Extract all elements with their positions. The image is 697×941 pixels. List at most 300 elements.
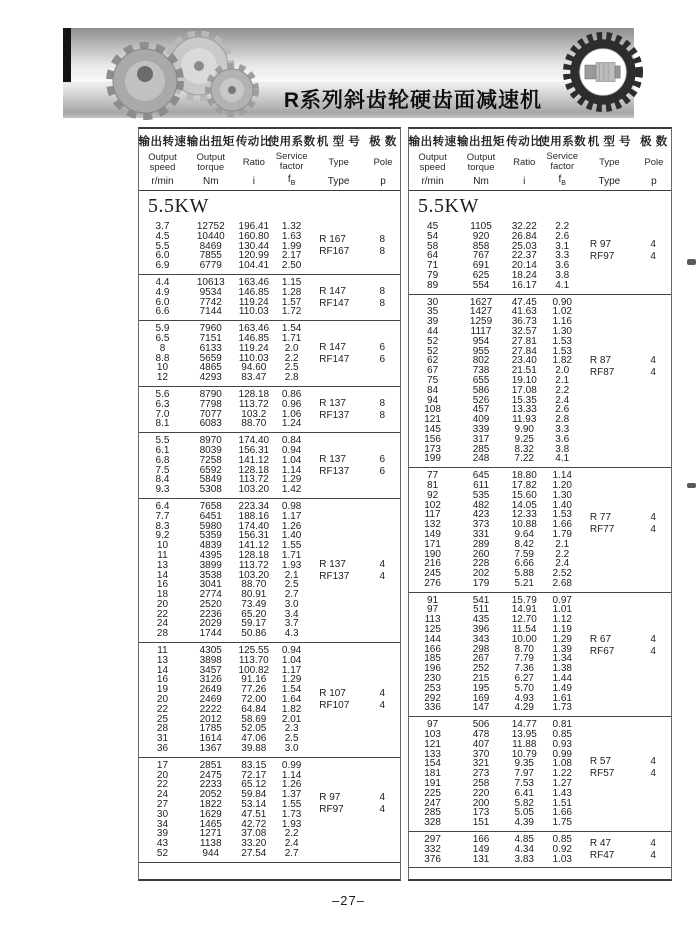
cell-output-speed: 133: [424, 748, 441, 760]
cell-service-factor: 1.44: [552, 673, 572, 685]
cell-output-speed: 4.5: [155, 230, 170, 242]
cell-output-torque: 267: [472, 653, 490, 665]
type-label: RF47: [589, 849, 615, 861]
type-label: R 77: [589, 511, 612, 523]
column-unit: Nm: [202, 176, 219, 187]
spec-row: [409, 579, 671, 589]
ratio-group: [139, 321, 400, 387]
cell-ratio: 36.73: [511, 316, 537, 328]
cell-service-factor: 1.08: [552, 758, 572, 770]
cell-output-torque: 2469: [199, 694, 222, 706]
cell-output-torque: 407: [472, 738, 490, 750]
cell-ratio: 113.72: [238, 474, 269, 486]
cell-output-torque: 6133: [199, 342, 222, 354]
pole-value: 6: [379, 465, 385, 477]
column-label-en: Service factor: [275, 151, 308, 172]
cell-service-factor: 1.14: [281, 464, 302, 476]
cell-output-torque: 767: [472, 250, 490, 262]
column-label-zh: 使用系数: [538, 136, 587, 148]
cell-ratio: 21.51: [511, 365, 537, 377]
cell-output-torque: 2236: [199, 608, 222, 620]
column-label-zh: 使用系数: [267, 136, 316, 148]
type-label: RF97: [589, 251, 615, 263]
cell-output-torque: 2774: [199, 589, 222, 601]
column-label-zh: 极 数: [369, 136, 397, 148]
column-label-en: Output speed: [148, 152, 177, 173]
cell-ratio: 5.21: [514, 577, 534, 589]
type-pole-line: [582, 239, 671, 251]
cell-output-torque: 195: [472, 682, 490, 694]
cell-output-torque: 1271: [199, 828, 222, 840]
cell-service-factor: 2.2: [284, 828, 299, 840]
cell-output-speed: 376: [424, 853, 441, 865]
cell-output-speed: 77: [427, 470, 439, 482]
cell-output-torque: 5359: [199, 530, 222, 542]
column-header-pole: [637, 133, 671, 187]
cell-output-torque: 954: [472, 335, 490, 347]
spec-row: [139, 656, 400, 666]
cell-service-factor: 1.19: [552, 624, 572, 636]
cell-ratio: 9.35: [514, 758, 534, 770]
cell-ratio: 156.31: [238, 530, 270, 542]
cell-output-torque: 260: [472, 548, 490, 560]
cell-ratio: 17.08: [511, 384, 537, 396]
cell-output-torque: 955: [472, 345, 490, 357]
cell-service-factor: 2.8: [284, 372, 299, 384]
cell-output-torque: 147: [472, 702, 490, 714]
cell-output-speed: 89: [427, 279, 439, 291]
cell-output-torque: 321: [472, 758, 490, 770]
cell-output-speed: 31: [156, 733, 169, 745]
cell-service-factor: 1.12: [552, 614, 572, 626]
cell-ratio: 18.24: [511, 269, 537, 281]
cell-output-torque: 7258: [199, 454, 222, 466]
cell-service-factor: 2.1: [284, 569, 299, 581]
cell-output-torque: 3457: [199, 664, 222, 676]
type-label: R 97: [589, 239, 612, 251]
cell-ratio: 4.85: [514, 834, 534, 846]
ratio-group: [409, 468, 671, 593]
cell-output-torque: 3538: [199, 569, 222, 581]
cell-service-factor: 1.55: [281, 540, 302, 552]
cell-output-speed: 62: [427, 355, 439, 367]
cell-service-factor: 1.29: [281, 474, 302, 486]
cell-ratio: 125.55: [238, 645, 270, 657]
type-label: RF137: [319, 409, 350, 421]
cell-output-torque: 273: [472, 768, 490, 780]
spec-row: [139, 771, 400, 781]
cell-ratio: 25.03: [511, 240, 537, 252]
cell-ratio: 27.81: [511, 335, 537, 347]
cell-ratio: 32.57: [511, 325, 537, 337]
type-pole-line: [311, 792, 400, 804]
spec-row: [409, 454, 671, 464]
cell-service-factor: 1.75: [552, 817, 572, 829]
cell-output-torque: 7855: [199, 250, 222, 262]
column-header-ratio: [236, 133, 273, 187]
cell-output-torque: 920: [472, 230, 490, 242]
cell-ratio: 77.26: [241, 684, 267, 696]
cell-ratio: 15.79: [511, 594, 537, 606]
cell-service-factor: 2.68: [552, 577, 572, 589]
spec-row: [409, 540, 671, 550]
cell-output-speed: 52: [427, 345, 439, 357]
spec-row: [409, 396, 671, 406]
cell-ratio: 13.95: [511, 729, 537, 741]
pole-value: 4: [379, 803, 385, 815]
type-pole-line: [582, 355, 671, 367]
cell-ratio: 163.46: [238, 276, 270, 288]
cell-service-factor: 1.63: [281, 230, 302, 242]
spec-row: [409, 779, 671, 789]
cell-service-factor: 1.99: [281, 240, 302, 252]
cell-output-torque: 5980: [199, 520, 222, 532]
cell-service-factor: 2.6: [555, 230, 570, 242]
type-pole-block: [311, 559, 400, 583]
cell-service-factor: 0.96: [281, 398, 302, 410]
cell-output-torque: 1117: [470, 325, 492, 337]
type-pole-block: [311, 454, 400, 478]
cell-output-speed: 292: [424, 692, 441, 704]
spec-row: [139, 646, 400, 656]
cell-ratio: 53.14: [241, 799, 267, 811]
cell-output-torque: 5308: [199, 484, 222, 496]
spec-row: [139, 619, 400, 629]
cell-service-factor: 1.34: [552, 653, 572, 665]
cell-output-speed: 4.9: [155, 286, 170, 298]
cell-service-factor: 3.7: [284, 618, 299, 630]
cell-service-factor: 0.81: [552, 719, 572, 731]
cell-ratio: 3.83: [514, 853, 534, 865]
cell-output-speed: 30: [156, 808, 169, 820]
column-label-zh: 传动比: [506, 136, 543, 148]
cell-output-speed: 113: [424, 614, 441, 626]
column-label-en: Pole: [373, 156, 393, 168]
cell-output-speed: 11: [157, 645, 168, 657]
cell-service-factor: 0.90: [552, 296, 572, 308]
cell-output-torque: 285: [472, 443, 490, 455]
cell-ratio: 9.25: [514, 433, 534, 445]
column-header-service-factor: [538, 133, 587, 187]
spec-row: [139, 629, 400, 639]
spec-row: [139, 849, 400, 859]
cell-service-factor: 1.38: [552, 663, 572, 675]
cell-output-speed: 121: [424, 738, 441, 750]
spec-row: [409, 684, 671, 694]
cell-service-factor: 2.1: [555, 538, 570, 550]
cell-service-factor: 1.66: [552, 519, 572, 531]
cell-output-speed: 13: [156, 559, 169, 571]
cell-ratio: 37.08: [241, 828, 267, 840]
pole-value: 8: [379, 234, 385, 246]
cell-service-factor: 2.0: [284, 342, 299, 354]
type-pole-line: [311, 804, 400, 816]
cell-output-speed: 14: [156, 664, 169, 676]
cell-output-speed: 7.5: [155, 464, 170, 476]
cell-service-factor: 2.5: [284, 579, 299, 591]
cell-output-speed: 22: [156, 779, 169, 791]
cell-ratio: 8.70: [514, 643, 534, 655]
cell-ratio: 80.91: [241, 589, 267, 601]
ratio-group: [139, 643, 400, 758]
spec-table-left: [138, 127, 401, 881]
spec-row: [139, 761, 400, 771]
cell-output-speed: 8.3: [155, 520, 170, 532]
cell-ratio: 23.40: [511, 355, 537, 367]
pole-value: 8: [379, 409, 385, 421]
cell-output-speed: 34: [156, 818, 169, 830]
cell-output-speed: 97: [427, 719, 439, 731]
spec-row: [409, 327, 671, 337]
type-label: R 137: [319, 397, 346, 409]
type-pole-line: [311, 700, 400, 712]
cell-service-factor: 1.82: [281, 703, 302, 715]
cell-output-speed: 58: [427, 240, 439, 252]
cell-output-speed: 171: [424, 538, 441, 550]
spec-row: [139, 675, 400, 685]
column-label-en: Output speed: [418, 152, 447, 173]
cell-service-factor: 2.5: [284, 362, 299, 374]
cell-service-factor: 1.73: [281, 808, 302, 820]
spec-row: [139, 744, 400, 754]
cell-service-factor: 2.4: [284, 838, 299, 850]
column-header-output-speed: [409, 133, 456, 187]
type-label: RF167: [319, 246, 350, 258]
spec-row: [409, 818, 671, 828]
cell-output-speed: 27: [156, 799, 169, 811]
cell-output-speed: 22: [156, 703, 169, 715]
type-pole-line: [311, 354, 400, 366]
spec-row: [139, 780, 400, 790]
cell-service-factor: 1.71: [281, 549, 302, 561]
type-pole-line: [311, 466, 400, 478]
cell-ratio: 146.85: [238, 286, 270, 298]
pole-value: 4: [650, 634, 656, 646]
cell-service-factor: 1.49: [552, 682, 572, 694]
column-unit: i: [252, 176, 255, 187]
cell-output-torque: 738: [472, 365, 490, 377]
cell-output-torque: 3898: [199, 654, 222, 666]
cell-service-factor: 1.17: [281, 664, 302, 676]
spec-row: [409, 625, 671, 635]
cell-output-speed: 28: [156, 628, 169, 640]
ratio-group: [139, 499, 400, 643]
spec-row: [139, 590, 400, 600]
cell-output-speed: 4.4: [155, 276, 170, 288]
cell-output-speed: 20: [156, 694, 169, 706]
cell-service-factor: 1.73: [552, 702, 572, 714]
pole-value: 6: [379, 453, 385, 465]
cell-output-speed: 5.6: [155, 388, 170, 400]
column-label-en: Pole: [644, 156, 664, 168]
cell-ratio: 15.60: [511, 489, 537, 501]
cell-service-factor: 2.2: [555, 384, 570, 396]
cell-output-torque: 4865: [199, 362, 222, 374]
cell-service-factor: 1.82: [552, 355, 572, 367]
type-label: RF57: [589, 768, 615, 780]
pole-value: 4: [650, 768, 656, 780]
cell-service-factor: 0.86: [281, 388, 302, 400]
pole-value: 4: [379, 570, 385, 582]
cell-output-torque: 6592: [199, 464, 222, 476]
pole-value: 4: [650, 354, 656, 366]
spec-row: [409, 281, 671, 291]
cell-output-torque: 1367: [199, 743, 222, 755]
page-number: –27–: [332, 893, 365, 908]
cell-ratio: 58.69: [241, 713, 267, 725]
cell-service-factor: 2.8: [555, 414, 570, 426]
type-label: RF137: [319, 570, 350, 582]
cell-service-factor: 1.29: [281, 674, 302, 686]
cell-service-factor: 4.1: [555, 279, 570, 291]
cell-ratio: 4.29: [514, 702, 534, 714]
cell-ratio: 8.32: [514, 443, 534, 455]
ratio-group: [409, 717, 671, 832]
type-label: RF77: [589, 523, 615, 535]
spec-row: [409, 730, 671, 740]
cell-output-torque: 1105: [470, 221, 492, 232]
cell-output-torque: 7960: [199, 323, 222, 335]
cell-service-factor: 1.32: [281, 221, 302, 232]
cell-output-speed: 52: [427, 335, 439, 347]
cell-output-speed: 71: [427, 260, 439, 272]
cell-service-factor: 2.17: [281, 250, 302, 262]
type-pole-line: [582, 634, 671, 646]
cell-output-speed: 8.1: [155, 418, 170, 430]
cell-output-torque: 373: [472, 519, 490, 531]
cell-ratio: 27.84: [511, 345, 537, 357]
cell-output-speed: 9.2: [155, 530, 170, 542]
cell-output-speed: 11: [157, 549, 168, 561]
cell-service-factor: 0.92: [552, 843, 572, 855]
cell-output-speed: 35: [427, 306, 439, 318]
spec-row: [409, 271, 671, 281]
type-pole-line: [311, 410, 400, 422]
cell-output-speed: 94: [427, 394, 439, 406]
spec-row: [409, 703, 671, 713]
cell-ratio: 72.17: [241, 769, 267, 781]
column-unit: r/min: [421, 176, 444, 187]
cell-output-speed: 20: [156, 769, 169, 781]
cell-output-speed: 14: [156, 569, 169, 581]
type-pole-line: [311, 559, 400, 571]
cell-service-factor: 1.54: [281, 684, 302, 696]
type-label: RF147: [319, 297, 350, 309]
cell-output-speed: 166: [424, 643, 441, 655]
cell-service-factor: 3.8: [555, 269, 570, 281]
spec-row: [139, 485, 400, 495]
cell-ratio: 4.34: [514, 843, 534, 855]
column-label-en: Ratio: [513, 156, 536, 168]
cell-service-factor: 1.54: [281, 323, 302, 335]
type-pole-block: [311, 688, 400, 712]
cell-service-factor: 3.0: [284, 743, 299, 755]
cell-service-factor: 1.93: [281, 559, 302, 571]
cell-service-factor: 1.22: [552, 768, 572, 780]
cell-output-speed: 121: [424, 414, 441, 426]
cell-output-torque: 1629: [199, 808, 222, 820]
cell-output-speed: 5.9: [155, 323, 170, 335]
cell-output-speed: 3.7: [155, 221, 170, 232]
type-label: R 97: [319, 791, 341, 803]
cell-ratio: 141.12: [238, 540, 270, 552]
cell-output-speed: 6.8: [155, 454, 170, 466]
cell-output-speed: 44: [427, 325, 439, 337]
cell-service-factor: 1.26: [281, 520, 302, 532]
type-pole-line: [311, 234, 400, 246]
spec-row: [409, 307, 671, 317]
column-label-en: Type: [599, 156, 620, 168]
cell-output-torque: 179: [472, 577, 490, 589]
cell-output-torque: 200: [472, 797, 490, 809]
cell-output-torque: 339: [472, 423, 490, 435]
type-pole-block: [582, 355, 671, 379]
cell-ratio: 18.80: [511, 470, 537, 482]
column-header-service-factor: [267, 133, 316, 187]
cell-output-speed: 108: [424, 404, 441, 416]
cell-output-speed: 149: [424, 528, 441, 540]
cell-output-speed: 6.9: [155, 260, 170, 272]
cell-service-factor: 0.85: [552, 729, 572, 741]
cell-output-torque: 3899: [199, 559, 222, 571]
cell-ratio: 7.22: [514, 453, 534, 465]
type-pole-line: [311, 246, 400, 258]
cell-service-factor: 2.5: [284, 733, 299, 745]
cell-ratio: 104.41: [238, 260, 270, 272]
cell-output-torque: 4293: [199, 372, 222, 384]
column-unit: r/min: [151, 176, 174, 187]
pole-value: 4: [650, 849, 656, 861]
type-pole-block: [582, 634, 671, 658]
cell-output-torque: 482: [472, 499, 490, 511]
cell-ratio: 103.20: [238, 569, 270, 581]
type-pole-block: [582, 838, 671, 862]
cell-output-speed: 132: [424, 519, 441, 531]
cell-service-factor: 0.99: [281, 759, 302, 771]
spec-row: [139, 610, 400, 620]
cell-service-factor: 3.6: [555, 433, 570, 445]
spec-row: [139, 734, 400, 744]
pole-value: 4: [379, 558, 385, 570]
type-pole-line: [311, 298, 400, 310]
cell-output-torque: 2233: [199, 779, 222, 791]
type-pole-block: [311, 234, 400, 258]
cell-output-speed: 7.7: [155, 510, 170, 522]
cell-ratio: 113.70: [238, 654, 269, 666]
cell-service-factor: 1.40: [281, 530, 302, 542]
cell-output-torque: 3041: [199, 579, 222, 591]
column-header-output-torque: [186, 133, 236, 187]
cell-output-torque: 8469: [199, 240, 222, 252]
cell-ratio: 5.70: [514, 682, 534, 694]
cell-output-torque: 691: [472, 260, 490, 272]
cell-output-torque: 802: [472, 355, 490, 367]
cell-ratio: 119.24: [238, 342, 269, 354]
cell-service-factor: 1.57: [281, 296, 302, 308]
cell-ratio: 7.53: [514, 778, 534, 790]
cell-service-factor: 1.93: [281, 818, 302, 830]
spec-row: [409, 501, 671, 511]
cell-service-factor: 3.3: [555, 423, 570, 435]
cell-output-speed: 8.8: [155, 352, 170, 364]
type-label: R 87: [589, 354, 612, 366]
cell-output-speed: 10: [156, 362, 169, 374]
cell-output-torque: 10440: [196, 230, 225, 242]
cell-service-factor: 0.94: [281, 444, 302, 456]
type-label: RF147: [319, 353, 350, 365]
type-label: R 137: [319, 453, 346, 465]
spec-row: [409, 789, 671, 799]
